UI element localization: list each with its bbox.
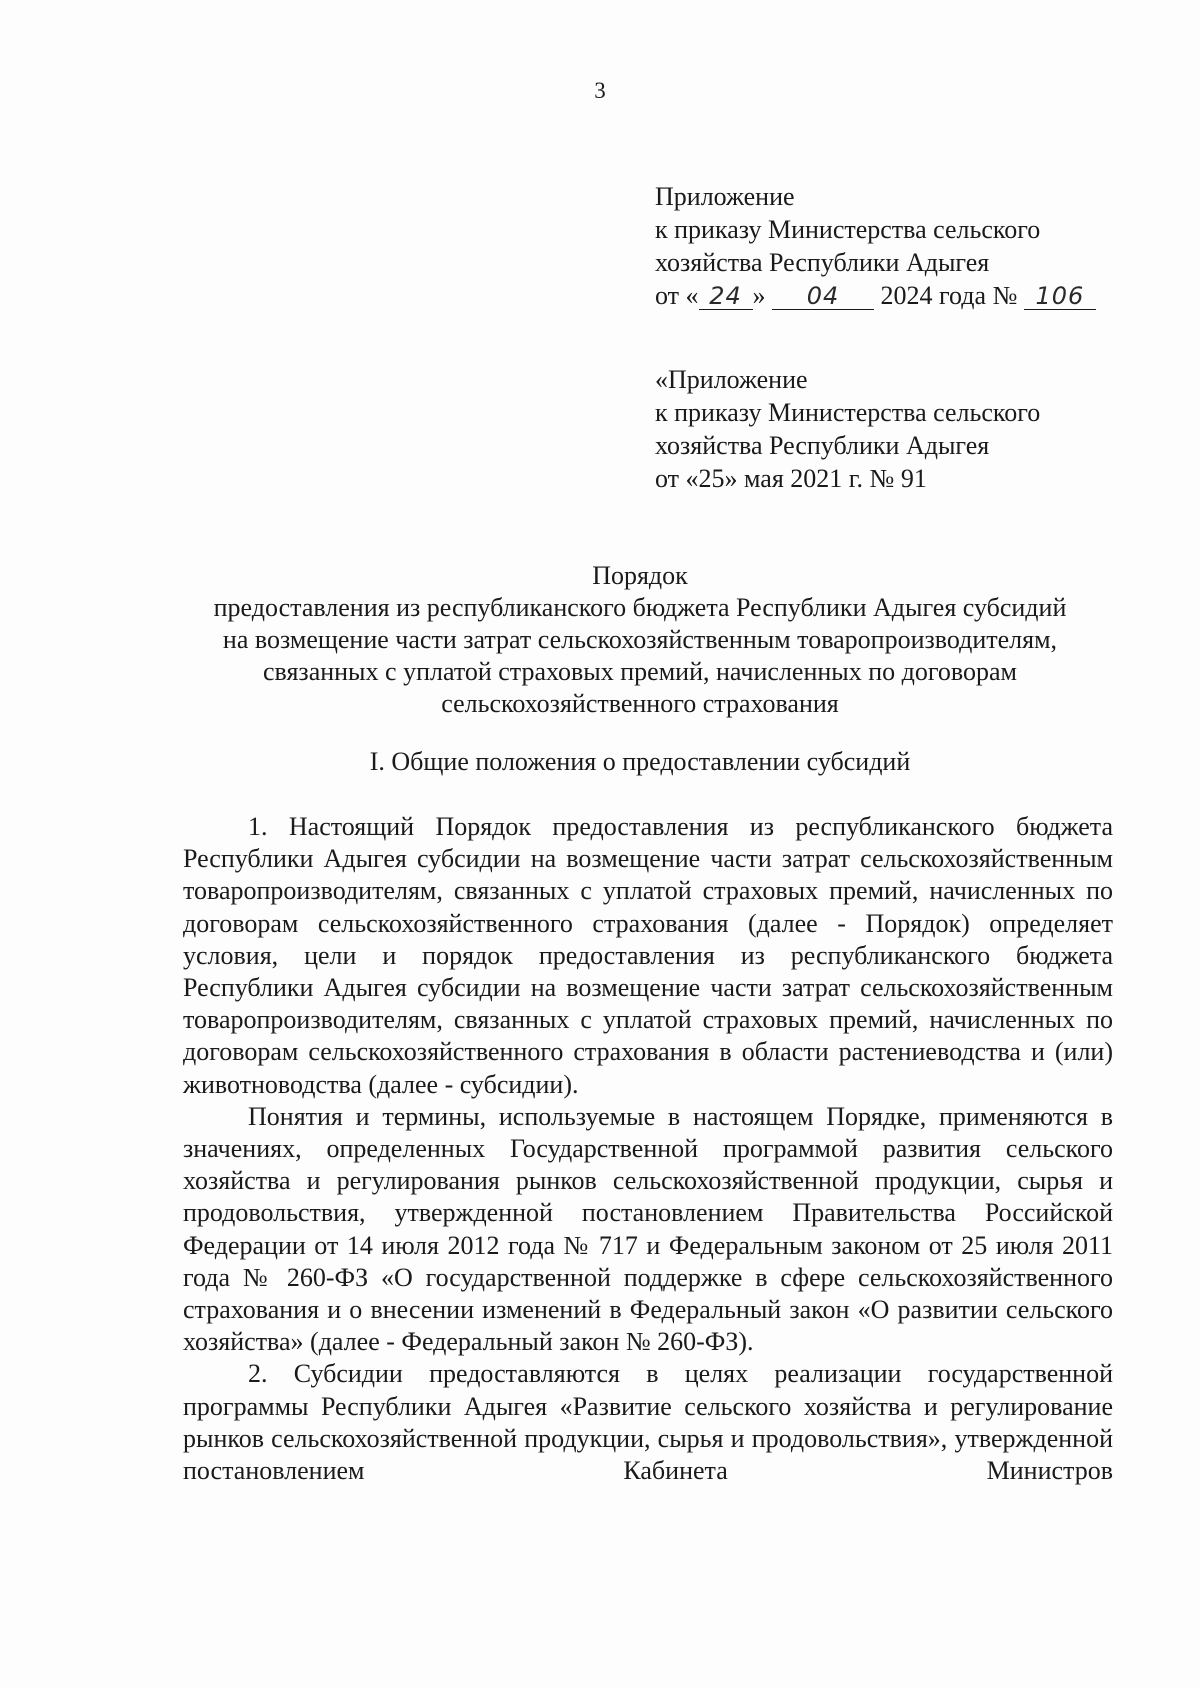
approval-heading: Приложение [655, 182, 795, 211]
date-prefix: от « [655, 281, 699, 310]
title-line-4: связанных с уплатой страховых премий, начисленных по договорам [262, 657, 1018, 686]
title-line-5: сельскохозяйственного страхования [441, 689, 839, 718]
paragraph-2: Понятия и термины, используемые в настоящем Порядке, применяются в значениях, определенных Государственной программой развития сельского хозяйства и регулирования рынков сельскохозяйственной продукции, сырья и продовольствия, утвержденной постановлением Правительства Российской Федерации от 14 июля 2012 года № 717 и Федеральным законом от 25 июля 2011 года № 260-ФЗ «О государственной поддержке в сфере сельскохозяйственного страхования и о внесении изменений в Федеральный закон «О развитии сельского хозяйства» (далее - Федеральный закон № 260-ФЗ). [183, 1101, 1113, 1357]
original-approval-order-line: к приказу Министерства сельского [655, 398, 1041, 427]
handwritten-month: 04 [806, 282, 840, 310]
approval-block-original [655, 363, 1175, 495]
handwritten-order-number: 106 [1035, 282, 1085, 310]
body-text [183, 811, 1113, 1487]
original-approval-heading: «Приложение [655, 365, 808, 394]
date-mid: » [752, 281, 766, 310]
date-day-field [699, 283, 753, 310]
approval-order-line: к приказу Министерства сельского [655, 215, 1041, 244]
order-number-field [1024, 283, 1096, 310]
section-heading: I. Общие положения о предоставлении субсидий [369, 747, 911, 776]
original-approval-ministry-line: хозяйства Республики Адыгея [655, 431, 990, 460]
original-approval-date-line: от «25» мая 2021 г. № 91 [655, 464, 927, 493]
approval-block-current [655, 180, 1175, 312]
title-line-1: Порядок [592, 561, 688, 590]
approval-ministry-line: хозяйства Республики Адыгея [655, 248, 990, 277]
date-year-text: 2024 года № [880, 281, 1018, 310]
date-month-field [772, 283, 874, 310]
paragraph-1: 1. Настоящий Порядок предоставления из республиканского бюджета Республики Адыгея субсидии на возмещение части затрат сельскохозяйственным товаропроизводителям, связанных с уплатой страховых премий, начисленных по договорам сельскохозяйственного страхования (далее - Порядок) определяет условия, цели и порядок предоставления из республиканского бюджета Республики Адыгея субсидии на возмещение части затрат сельскохозяйственным товаропроизводителям, связанных с уплатой страховых премий, начисленных по договорам сельскохозяйственного страхования в области растениеводства и (или) животноводства (далее - субсидии). [183, 812, 1113, 1099]
paragraph-3: 2. Субсидии предоставляются в целях реализации государственной программы Республики Адыгея «Развитие сельского хозяйства и регулирование рынков сельскохозяйственной продукции, сырья и продовольствия», утвержденной постановлением Кабинета Министров [183, 1359, 1113, 1486]
handwritten-day: 24 [709, 282, 742, 310]
document-title [150, 560, 1130, 720]
page-number: 3 [594, 78, 606, 103]
title-line-2: предоставления из республиканского бюджета Республики Адыгея субсидий [213, 593, 1067, 622]
title-line-3: на возмещение части затрат сельскохозяйственным товаропроизводителям, [222, 625, 1058, 654]
approval-date-line [655, 279, 1175, 312]
